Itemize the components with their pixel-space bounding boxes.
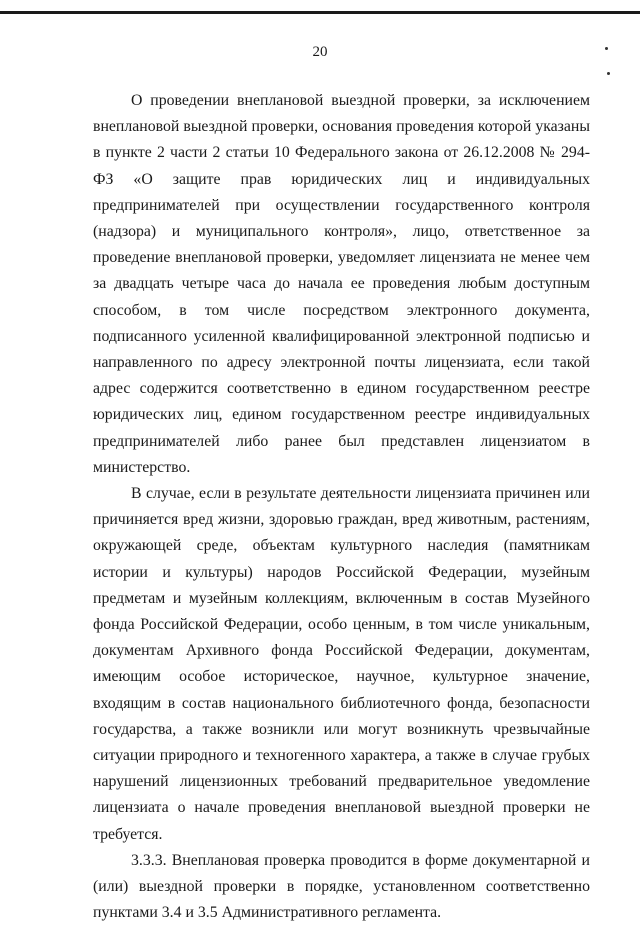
document-body	[93, 88, 590, 927]
paragraph-3-3-3: 3.3.3. Внеплановая проверка проводится в форме документарной и (или) выездной проверки в порядке, установленном соответственно пунктами 3.4 и 3.5 Административного регламента.	[93, 851, 590, 922]
page-number: 20	[312, 44, 328, 60]
scan-speck	[607, 72, 610, 75]
scan-speck	[605, 47, 608, 50]
paragraph-harm-exception: В случае, если в результате деятельности лицензиата причинен или причиняется вред жизни, здоровью граждан, вред животным, растениям, окружающей среде, объектам культурного наследия (памятникам истории и культуры) народов Российской Федерации, музейным предметам и музейным коллекциям, включенным в состав Музейного фонда Российской Федерации, особо ценным, в том числе уникальным, документам Архивного фонда Российской Федерации, документам, имеющим особое историческое, научное, культурное значение, входящим в состав национального библиотечного фонда, безопасности государства, а также возникли или могут возникнуть чрезвычайные ситуации природного и техногенного характера, а также в случае грубых нарушений лицензионных требований предварительное уведомление лицензиата о начале проведения внеплановой выездной проверки не требуется.	[93, 485, 590, 843]
top-border-line	[0, 11, 640, 14]
paragraph-unscheduled-inspection-notice: О проведении внеплановой выездной проверки, за исключением внеплановой выездной проверки, основания проведения которой указаны в пункте 2 части 2 статьи 10 Федерального закона от 26.12.2008 № 294-ФЗ «О защите прав юридических лиц и индивидуальных предпринимателей при осуществлении государственного контроля (надзора) и муниципального контроля», лицо, ответственное за проведение внеплановой проверки, уведомляет лицензиата не менее чем за двадцать четыре часа до начала ее проведения любым доступным способом, в том числе посредством электронного документа, подписанного усиленной квалифицированной электронной подписью и направленного по адресу электронной почты лицензиата, если такой адрес содержится соответственно в едином государственном реестре юридических лиц, едином государственном реестре индивидуальных предпринимателей либо ранее был представлен лицензиатом в министерство.	[93, 92, 590, 476]
